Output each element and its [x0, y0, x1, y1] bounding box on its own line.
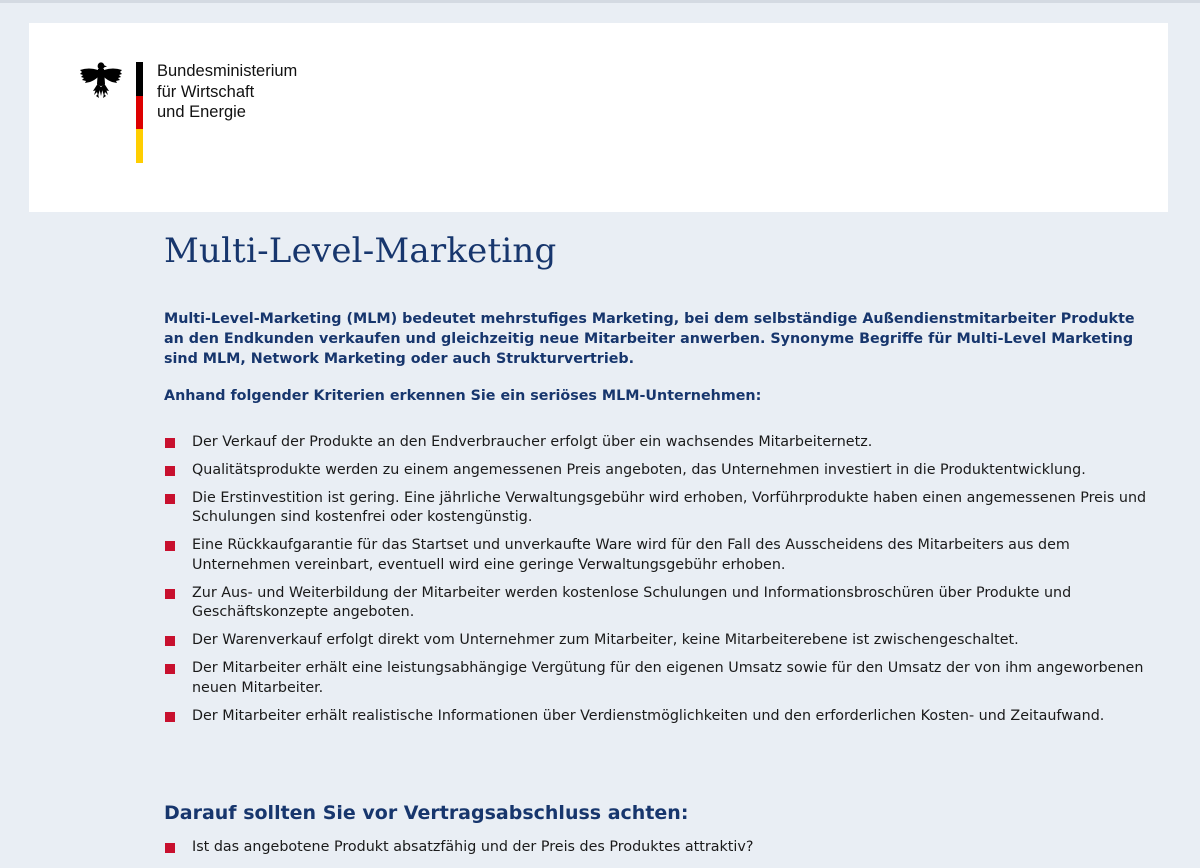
national-colors-bar — [136, 62, 143, 163]
ministry-name — [157, 61, 297, 123]
criteria-heading: Anhand folgender Kriterien erkennen Sie ein seriöses MLM-Unternehmen: — [164, 388, 762, 404]
bullet-square-icon — [165, 438, 175, 448]
bullet-square-icon — [165, 494, 175, 504]
criteria-item-text: Zur Aus- und Weiterbildung der Mitarbeiter werden kostenlose Schulungen und Informationsbroschüren über Produkte und Geschäftskonzepte angeboten. — [192, 584, 1072, 621]
criteria-item — [164, 536, 1154, 575]
bullet-square-icon — [165, 589, 175, 599]
bullet-square-icon — [165, 712, 175, 722]
criteria-item — [164, 707, 1154, 726]
criteria-item-text: Der Verkauf der Produkte an den Endverbraucher erfolgt über ein wachsendes Mitarbeiternetz. — [192, 434, 873, 450]
intro-paragraph: Multi-Level-Marketing (MLM) bedeutet mehrstufiges Marketing, bei dem selbständige Außendienstmitarbeiter Produkte an den Endkunden verkaufen und gleichzeitig neue Mitarbeiter anwerben. Synonyme Begriffe für Multi-Level Marketing sind MLM, Network Marketing oder auch Strukturvertrieb. — [164, 311, 1135, 367]
flag-stripe-red — [136, 96, 143, 129]
bullet-square-icon — [165, 843, 175, 853]
criteria-item — [164, 631, 1154, 650]
criteria-item-text: Die Erstinvestition ist gering. Eine jährliche Verwaltungsgebühr wird erhoben, Vorführprodukte haben einen angemessenen Preis und Schulungen sind kostenfrei oder kostengünstig. — [192, 490, 1147, 526]
criteria-item-text: Der Warenverkauf erfolgt direkt vom Unternehmer zum Mitarbeiter, keine Mitarbeiterebene ist zwischengeschaltet. — [192, 632, 1019, 649]
ministry-line-2: für Wirtschaft — [157, 82, 255, 101]
criteria-item-text: Der Mitarbeiter erhält realistische Informationen über Verdienstmöglichkeiten und den erforderlichen Kosten- und Zeitaufwand. — [192, 707, 1105, 724]
criteria-item-text: Qualitätsprodukte werden zu einem angemessenen Preis angeboten, das Unternehmen investiert in die Produktentwicklung. — [192, 462, 1086, 478]
criteria-item — [164, 584, 1154, 623]
criteria-item-text: Der Mitarbeiter erhält eine leistungsabhängige Vergütung für den eigenen Umsatz sowie für den Umsatz der von ihm angeworbenen neuen Mitarbeiter. — [192, 660, 1144, 696]
ministry-header — [29, 23, 1168, 212]
criteria-item — [164, 489, 1154, 528]
criteria-item — [164, 461, 1154, 480]
bullet-square-icon — [165, 636, 175, 646]
contract-checklist — [164, 838, 1154, 866]
page-title: Multi-Level-Marketing — [164, 231, 557, 271]
contract-item-text: Ist das angebotene Produkt absatzfähig und der Preis des Produktes attraktiv? — [192, 839, 754, 855]
ministry-line-1: Bundesministerium — [157, 62, 298, 80]
page-top-edge — [0, 0, 1200, 3]
ministry-line-3: und Energie — [157, 103, 246, 121]
contract-heading: Darauf sollten Sie vor Vertragsabschluss achten: — [164, 802, 689, 824]
flag-stripe-gold — [136, 129, 143, 163]
bullet-square-icon — [165, 466, 175, 476]
flag-stripe-black — [136, 62, 143, 96]
criteria-item-text: Eine Rückkaufgarantie für das Startset und unverkaufte Ware wird für den Fall des Ausscheidens des Mitarbeiters aus dem Unternehmen vereinbart, eventuell wird eine geringe Verwaltungsgebühr erhoben. — [192, 537, 1070, 573]
bullet-square-icon — [165, 664, 175, 674]
bullet-square-icon — [165, 541, 175, 551]
federal-eagle-icon — [79, 60, 123, 100]
contract-item — [164, 838, 1154, 857]
criteria-item — [164, 659, 1154, 698]
criteria-list — [164, 433, 1154, 735]
criteria-item — [164, 433, 1154, 452]
